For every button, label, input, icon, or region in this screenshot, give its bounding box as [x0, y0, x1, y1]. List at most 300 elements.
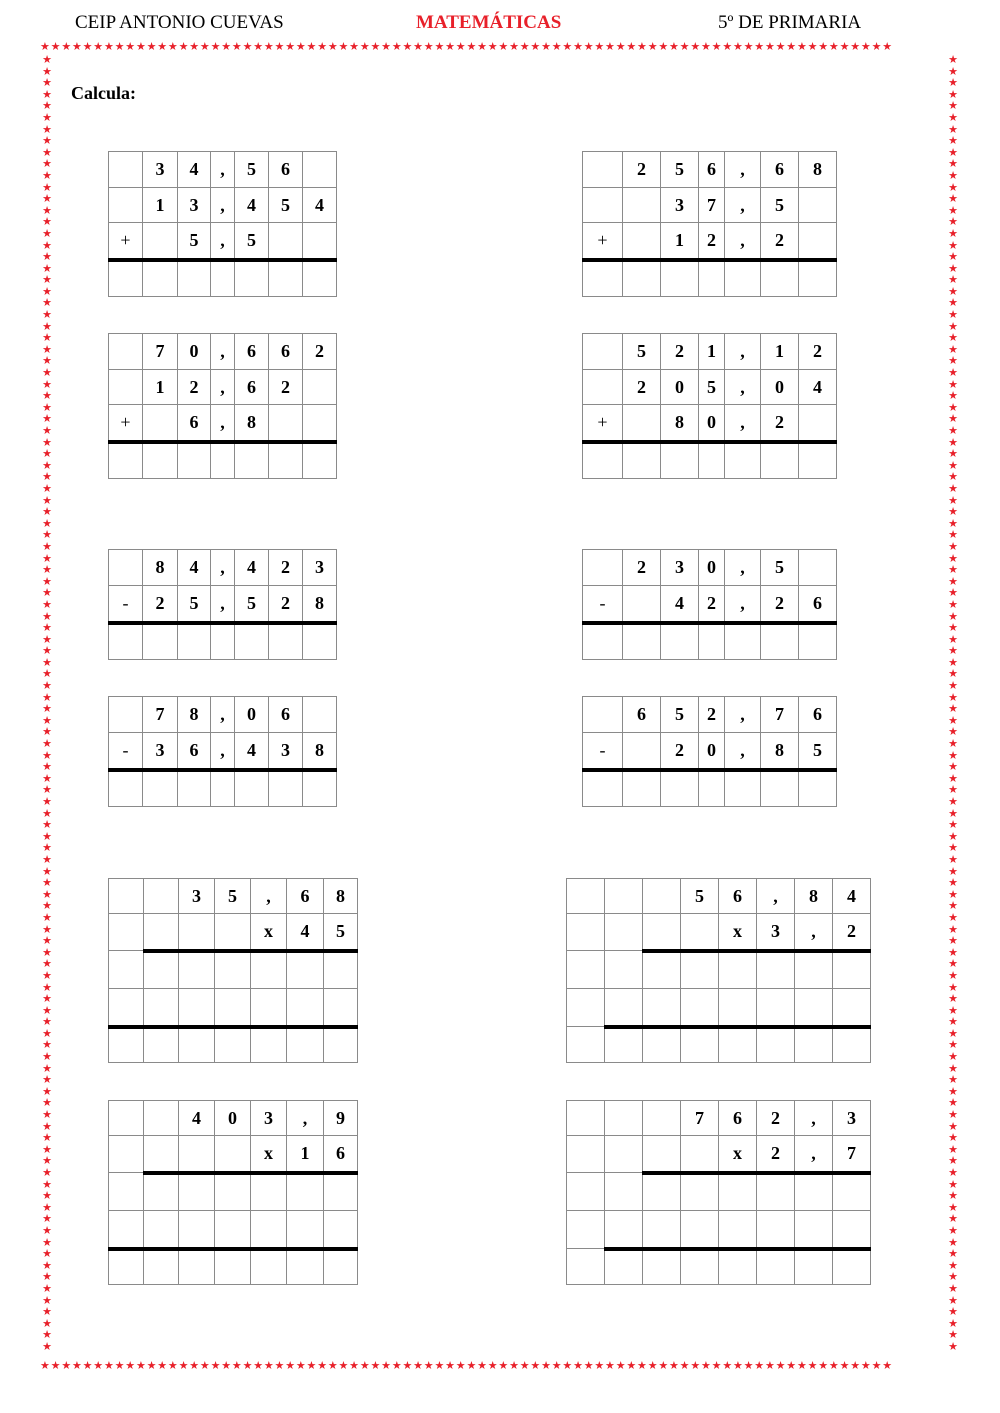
grid-cell — [583, 260, 623, 297]
grid-cell — [287, 989, 324, 1027]
grid-cell: 5 — [761, 188, 799, 223]
grid-cell: , — [725, 188, 761, 223]
star-border-left: ★ ★ ★ ★ ★ ★ ★ ★ ★ ★ ★ ★ ★ ★ ★ ★ ★ ★ ★ ★ ★ ★ ★ ★ ★ ★ ★ ★ ★ ★ ★ ★ ★ ★ ★ ★ ★ ★ ★ ★ ★ ★ ★ ★ ★ ★ ★ ★ ★ ★ ★ ★ ★ ★ ★ ★ ★ ★ ★ ★ ★ ★ ★ ★ ★ ★ ★ ★ ★ ★ ★ ★ ★ ★ ★ ★ ★ ★ ★ ★ ★ ★ ★ ★ ★ ★ ★ ★ ★ ★ ★ ★ ★ ★ ★ ★ ★ ★ ★ ★ ★ ★ ★ ★ ★ ★ ★ ★ ★ ★ ★ ★ — [42, 54, 52, 1353]
grid-cell: , — [795, 914, 833, 951]
grid-cell — [143, 770, 178, 807]
grid-cell — [719, 951, 757, 989]
grid-cell: - — [109, 586, 143, 623]
grid-cell — [681, 1211, 719, 1249]
grid-cell: 4 — [178, 550, 211, 586]
grid-cell — [143, 623, 178, 660]
grid-cell — [661, 260, 699, 297]
grid-cell — [681, 951, 719, 989]
operation-grid — [566, 1100, 871, 1285]
grid-row — [567, 914, 871, 951]
grid-cell — [761, 623, 799, 660]
grid-cell: , — [251, 879, 287, 914]
grid-row — [583, 405, 837, 442]
grid-row — [583, 623, 837, 660]
grid-cell — [699, 770, 725, 807]
grid-cell — [795, 1249, 833, 1285]
grid-row — [109, 188, 337, 223]
grid-cell — [799, 623, 837, 660]
grid-row — [109, 1173, 358, 1211]
operation-grid — [108, 696, 337, 807]
grid-cell: 4 — [178, 152, 211, 188]
grid-cell — [643, 1249, 681, 1285]
grid-cell: + — [583, 405, 623, 442]
grid-cell — [109, 879, 144, 914]
grid-cell: 6 — [719, 879, 757, 914]
grid-cell — [109, 152, 143, 188]
grid-row — [109, 1249, 358, 1285]
grid-cell — [699, 623, 725, 660]
grid-cell — [643, 1136, 681, 1173]
grid-cell — [109, 550, 143, 586]
grid-cell: 5 — [799, 733, 837, 770]
grid-row — [583, 733, 837, 770]
grid-cell: 8 — [303, 586, 337, 623]
operation-grid — [582, 696, 837, 807]
star-border-bottom: ★★★★★★★★★★★★★★★★★★★★★★★★★★★★★★★★★★★★★★★★★★★★★★★★★★★★★★★★★★★★★★★★★★★★★★★★★★★★★★★★ — [40, 1359, 893, 1372]
grid-cell — [287, 1211, 324, 1249]
grid-cell — [681, 914, 719, 951]
grid-cell — [215, 1136, 251, 1173]
grid-cell — [605, 1027, 643, 1063]
grid-cell — [178, 260, 211, 297]
grid-cell — [833, 951, 871, 989]
grid-cell — [109, 1249, 144, 1285]
grid-cell — [109, 951, 144, 989]
grid-cell — [725, 623, 761, 660]
grid-cell — [681, 989, 719, 1027]
grid-cell — [109, 260, 143, 297]
grid-cell — [623, 770, 661, 807]
operation-grid — [582, 151, 837, 297]
grid-row — [109, 989, 358, 1027]
operation-grid — [108, 333, 337, 479]
grid-cell — [605, 1101, 643, 1136]
grid-cell: 1 — [143, 370, 178, 405]
grid-cell — [215, 1249, 251, 1285]
grid-cell: 1 — [699, 334, 725, 370]
grid-cell: , — [211, 733, 235, 770]
grid-row — [109, 770, 337, 807]
grid-cell: , — [211, 586, 235, 623]
grid-cell — [235, 623, 269, 660]
grid-cell — [567, 1249, 605, 1285]
grade-label: 5º DE PRIMARIA — [718, 12, 862, 33]
grid-cell — [623, 586, 661, 623]
grid-cell — [324, 951, 358, 989]
grid-cell: 5 — [178, 223, 211, 260]
grid-cell — [144, 914, 179, 951]
grid-row — [583, 223, 837, 260]
grid-cell — [144, 1211, 179, 1249]
grid-cell — [583, 623, 623, 660]
grid-cell — [719, 989, 757, 1027]
grid-cell — [303, 697, 337, 733]
operation-grid — [108, 151, 337, 297]
grid-row — [109, 951, 358, 989]
grid-cell — [269, 623, 303, 660]
grid-cell: 2 — [833, 914, 871, 951]
grid-cell: , — [211, 405, 235, 442]
grid-cell: 2 — [699, 586, 725, 623]
grid-cell: x — [719, 1136, 757, 1173]
grid-row — [567, 1027, 871, 1063]
grid-cell — [109, 1101, 144, 1136]
grid-cell: 2 — [757, 1101, 795, 1136]
grid-cell — [567, 879, 605, 914]
grid-cell: x — [251, 914, 287, 951]
grid-cell — [235, 260, 269, 297]
grid-row — [583, 260, 837, 297]
grid-cell — [109, 1173, 144, 1211]
grid-cell: + — [109, 405, 143, 442]
grid-cell: 5 — [269, 188, 303, 223]
grid-cell: 0 — [215, 1101, 251, 1136]
grid-cell: , — [795, 1136, 833, 1173]
grid-cell: + — [583, 223, 623, 260]
grid-cell — [269, 260, 303, 297]
grid-cell — [211, 623, 235, 660]
grid-cell: 0 — [661, 370, 699, 405]
grid-cell — [605, 1173, 643, 1211]
grid-cell: 6 — [235, 334, 269, 370]
grid-cell: 6 — [719, 1101, 757, 1136]
grid-cell — [251, 1027, 287, 1063]
grid-cell: x — [719, 914, 757, 951]
grid-cell — [699, 442, 725, 479]
grid-cell: 4 — [833, 879, 871, 914]
grid-cell — [583, 334, 623, 370]
grid-cell: , — [725, 405, 761, 442]
grid-row — [109, 623, 337, 660]
grid-row — [567, 879, 871, 914]
grid-row — [109, 1101, 358, 1136]
grid-cell — [303, 442, 337, 479]
grid-cell: 2 — [761, 405, 799, 442]
grid-cell — [303, 260, 337, 297]
grid-row — [583, 586, 837, 623]
grid-cell — [799, 405, 837, 442]
grid-cell — [287, 1249, 324, 1285]
grid-cell — [583, 442, 623, 479]
grid-cell — [583, 550, 623, 586]
grid-cell — [211, 770, 235, 807]
grid-cell — [643, 951, 681, 989]
grid-cell: 2 — [761, 586, 799, 623]
grid-row — [583, 152, 837, 188]
grid-cell — [699, 260, 725, 297]
grid-cell: 8 — [324, 879, 358, 914]
grid-cell: 5 — [699, 370, 725, 405]
grid-cell: 3 — [251, 1101, 287, 1136]
grid-cell: 2 — [757, 1136, 795, 1173]
grid-cell: 3 — [143, 152, 178, 188]
grid-cell — [251, 1173, 287, 1211]
grid-cell: 2 — [661, 733, 699, 770]
grid-cell — [623, 623, 661, 660]
grid-cell — [109, 442, 143, 479]
grid-cell — [143, 223, 178, 260]
grid-cell — [179, 1173, 215, 1211]
grid-cell — [251, 1249, 287, 1285]
grid-cell: , — [725, 334, 761, 370]
grid-cell: , — [757, 879, 795, 914]
grid-row — [109, 370, 337, 405]
grid-cell: 3 — [303, 550, 337, 586]
grid-cell: 2 — [269, 550, 303, 586]
grid-cell: 7 — [761, 697, 799, 733]
grid-cell — [719, 1027, 757, 1063]
star-border-right: ★ ★ ★ ★ ★ ★ ★ ★ ★ ★ ★ ★ ★ ★ ★ ★ ★ ★ ★ ★ ★ ★ ★ ★ ★ ★ ★ ★ ★ ★ ★ ★ ★ ★ ★ ★ ★ ★ ★ ★ ★ ★ ★ ★ ★ ★ ★ ★ ★ ★ ★ ★ ★ ★ ★ ★ ★ ★ ★ ★ ★ ★ ★ ★ ★ ★ ★ ★ ★ ★ ★ ★ ★ ★ ★ ★ ★ ★ ★ ★ ★ ★ ★ ★ ★ ★ ★ ★ ★ ★ ★ ★ ★ ★ ★ ★ ★ ★ ★ ★ ★ ★ ★ ★ ★ ★ ★ ★ ★ ★ ★ ★ — [948, 54, 958, 1353]
grid-row — [583, 334, 837, 370]
grid-row — [567, 951, 871, 989]
grid-cell: x — [251, 1136, 287, 1173]
grid-cell: 2 — [623, 550, 661, 586]
grid-cell — [567, 989, 605, 1027]
grid-row — [109, 879, 358, 914]
grid-cell — [623, 260, 661, 297]
grid-cell — [623, 442, 661, 479]
grid-cell — [605, 1136, 643, 1173]
grid-cell — [605, 1249, 643, 1285]
grid-cell — [179, 1249, 215, 1285]
grid-cell — [623, 733, 661, 770]
grid-cell: 5 — [761, 550, 799, 586]
grid-cell — [144, 1249, 179, 1285]
grid-cell — [799, 188, 837, 223]
grid-row — [567, 1249, 871, 1285]
grid-cell — [799, 442, 837, 479]
operation-grid — [582, 333, 837, 479]
grid-row — [109, 914, 358, 951]
grid-cell: 4 — [303, 188, 337, 223]
grid-cell — [583, 697, 623, 733]
grid-cell — [799, 550, 837, 586]
grid-cell — [567, 1136, 605, 1173]
grid-cell: 3 — [178, 188, 211, 223]
grid-cell — [251, 989, 287, 1027]
grid-row — [583, 697, 837, 733]
grid-cell — [109, 697, 143, 733]
grid-cell — [211, 442, 235, 479]
grid-cell — [269, 405, 303, 442]
grid-row — [567, 1211, 871, 1249]
grid-cell — [303, 623, 337, 660]
grid-cell: 6 — [799, 697, 837, 733]
grid-cell: 7 — [681, 1101, 719, 1136]
grid-cell: 3 — [661, 188, 699, 223]
grid-cell — [178, 770, 211, 807]
grid-cell: , — [211, 370, 235, 405]
grid-cell: 5 — [235, 223, 269, 260]
grid-cell — [303, 223, 337, 260]
grid-cell — [143, 442, 178, 479]
instruction: Calcula: — [71, 83, 136, 103]
grid-cell — [681, 1027, 719, 1063]
grid-cell: , — [725, 733, 761, 770]
grid-cell — [215, 1173, 251, 1211]
grid-cell — [681, 1136, 719, 1173]
grid-cell: 2 — [761, 223, 799, 260]
grid-cell — [251, 951, 287, 989]
grid-cell: 6 — [269, 697, 303, 733]
grid-cell: 3 — [661, 550, 699, 586]
grid-cell: 0 — [699, 550, 725, 586]
grid-cell: 7 — [699, 188, 725, 223]
grid-cell — [178, 623, 211, 660]
grid-cell — [269, 442, 303, 479]
grid-cell: 4 — [235, 550, 269, 586]
grid-cell — [661, 770, 699, 807]
grid-row — [109, 586, 337, 623]
grid-cell: 6 — [178, 405, 211, 442]
grid-cell: 5 — [623, 334, 661, 370]
grid-cell — [144, 989, 179, 1027]
grid-cell: 2 — [799, 334, 837, 370]
grid-row — [109, 223, 337, 260]
grid-cell — [833, 1027, 871, 1063]
grid-cell: 4 — [235, 188, 269, 223]
grid-cell — [719, 1249, 757, 1285]
grid-cell — [833, 1211, 871, 1249]
grid-cell: 2 — [269, 370, 303, 405]
operation-grid — [108, 549, 337, 660]
grid-cell: 8 — [143, 550, 178, 586]
grid-cell — [643, 914, 681, 951]
grid-cell: - — [583, 733, 623, 770]
grid-row — [583, 442, 837, 479]
grid-cell — [643, 1211, 681, 1249]
grid-cell: , — [725, 586, 761, 623]
star-border-top: ★★★★★★★★★★★★★★★★★★★★★★★★★★★★★★★★★★★★★★★★★★★★★★★★★★★★★★★★★★★★★★★★★★★★★★★★★★★★★★★★ — [40, 40, 893, 53]
grid-cell — [211, 260, 235, 297]
grid-cell — [583, 188, 623, 223]
grid-cell — [215, 1211, 251, 1249]
grid-cell: 2 — [143, 586, 178, 623]
grid-cell — [235, 770, 269, 807]
grid-cell — [719, 1173, 757, 1211]
grid-cell — [287, 1027, 324, 1063]
grid-cell — [833, 1173, 871, 1211]
grid-row — [109, 697, 337, 733]
grid-cell — [109, 1136, 144, 1173]
grid-cell — [757, 951, 795, 989]
grid-cell — [757, 1173, 795, 1211]
grid-cell: 3 — [269, 733, 303, 770]
grid-cell: - — [583, 586, 623, 623]
grid-cell: 3 — [833, 1101, 871, 1136]
grid-cell — [799, 223, 837, 260]
grid-cell — [643, 1101, 681, 1136]
grid-row — [583, 550, 837, 586]
grid-cell — [303, 152, 337, 188]
grid-cell: 8 — [799, 152, 837, 188]
grid-cell — [287, 1173, 324, 1211]
grid-cell — [661, 442, 699, 479]
grid-cell — [725, 770, 761, 807]
grid-cell: 5 — [661, 152, 699, 188]
grid-cell: 2 — [303, 334, 337, 370]
grid-cell: , — [211, 334, 235, 370]
grid-cell: 6 — [235, 370, 269, 405]
grid-cell — [269, 770, 303, 807]
grid-cell: 5 — [215, 879, 251, 914]
grid-cell — [109, 623, 143, 660]
grid-cell — [109, 188, 143, 223]
grid-cell: 4 — [799, 370, 837, 405]
grid-cell: 0 — [699, 733, 725, 770]
grid-cell — [795, 1027, 833, 1063]
grid-cell — [144, 1027, 179, 1063]
grid-row — [109, 550, 337, 586]
grid-row — [567, 1101, 871, 1136]
grid-cell — [143, 405, 178, 442]
grid-cell: 7 — [833, 1136, 871, 1173]
grid-cell: 2 — [623, 370, 661, 405]
grid-cell — [761, 770, 799, 807]
grid-cell — [757, 989, 795, 1027]
grid-cell — [567, 951, 605, 989]
grid-cell — [324, 1249, 358, 1285]
grid-cell — [303, 405, 337, 442]
grid-cell: 6 — [269, 334, 303, 370]
grid-cell — [109, 1211, 144, 1249]
grid-cell: 6 — [269, 152, 303, 188]
grid-cell — [605, 1211, 643, 1249]
grid-cell — [179, 1136, 215, 1173]
grid-cell — [179, 951, 215, 989]
grid-cell — [109, 370, 143, 405]
grid-cell: 2 — [178, 370, 211, 405]
grid-cell — [623, 188, 661, 223]
grid-cell: , — [725, 152, 761, 188]
grid-cell — [179, 1027, 215, 1063]
grid-cell — [144, 1173, 179, 1211]
grid-row — [109, 334, 337, 370]
grid-cell: 6 — [287, 879, 324, 914]
grid-cell — [681, 1249, 719, 1285]
grid-cell — [567, 1101, 605, 1136]
grid-cell: 5 — [324, 914, 358, 951]
grid-cell — [179, 989, 215, 1027]
operation-grid — [566, 878, 871, 1063]
grid-cell — [795, 989, 833, 1027]
grid-cell: , — [211, 550, 235, 586]
grid-cell: 2 — [623, 152, 661, 188]
grid-cell — [623, 223, 661, 260]
grid-cell: , — [287, 1101, 324, 1136]
grid-row — [109, 733, 337, 770]
grid-cell — [215, 914, 251, 951]
grid-cell — [215, 951, 251, 989]
grid-cell — [643, 879, 681, 914]
grid-cell — [583, 152, 623, 188]
grid-cell: 0 — [178, 334, 211, 370]
grid-cell: 5 — [235, 152, 269, 188]
grid-cell: , — [211, 697, 235, 733]
grid-cell: , — [211, 223, 235, 260]
grid-cell: 8 — [661, 405, 699, 442]
grid-cell: 4 — [179, 1101, 215, 1136]
grid-cell — [795, 951, 833, 989]
grid-cell — [761, 442, 799, 479]
grid-cell: 4 — [661, 586, 699, 623]
grid-cell — [799, 770, 837, 807]
